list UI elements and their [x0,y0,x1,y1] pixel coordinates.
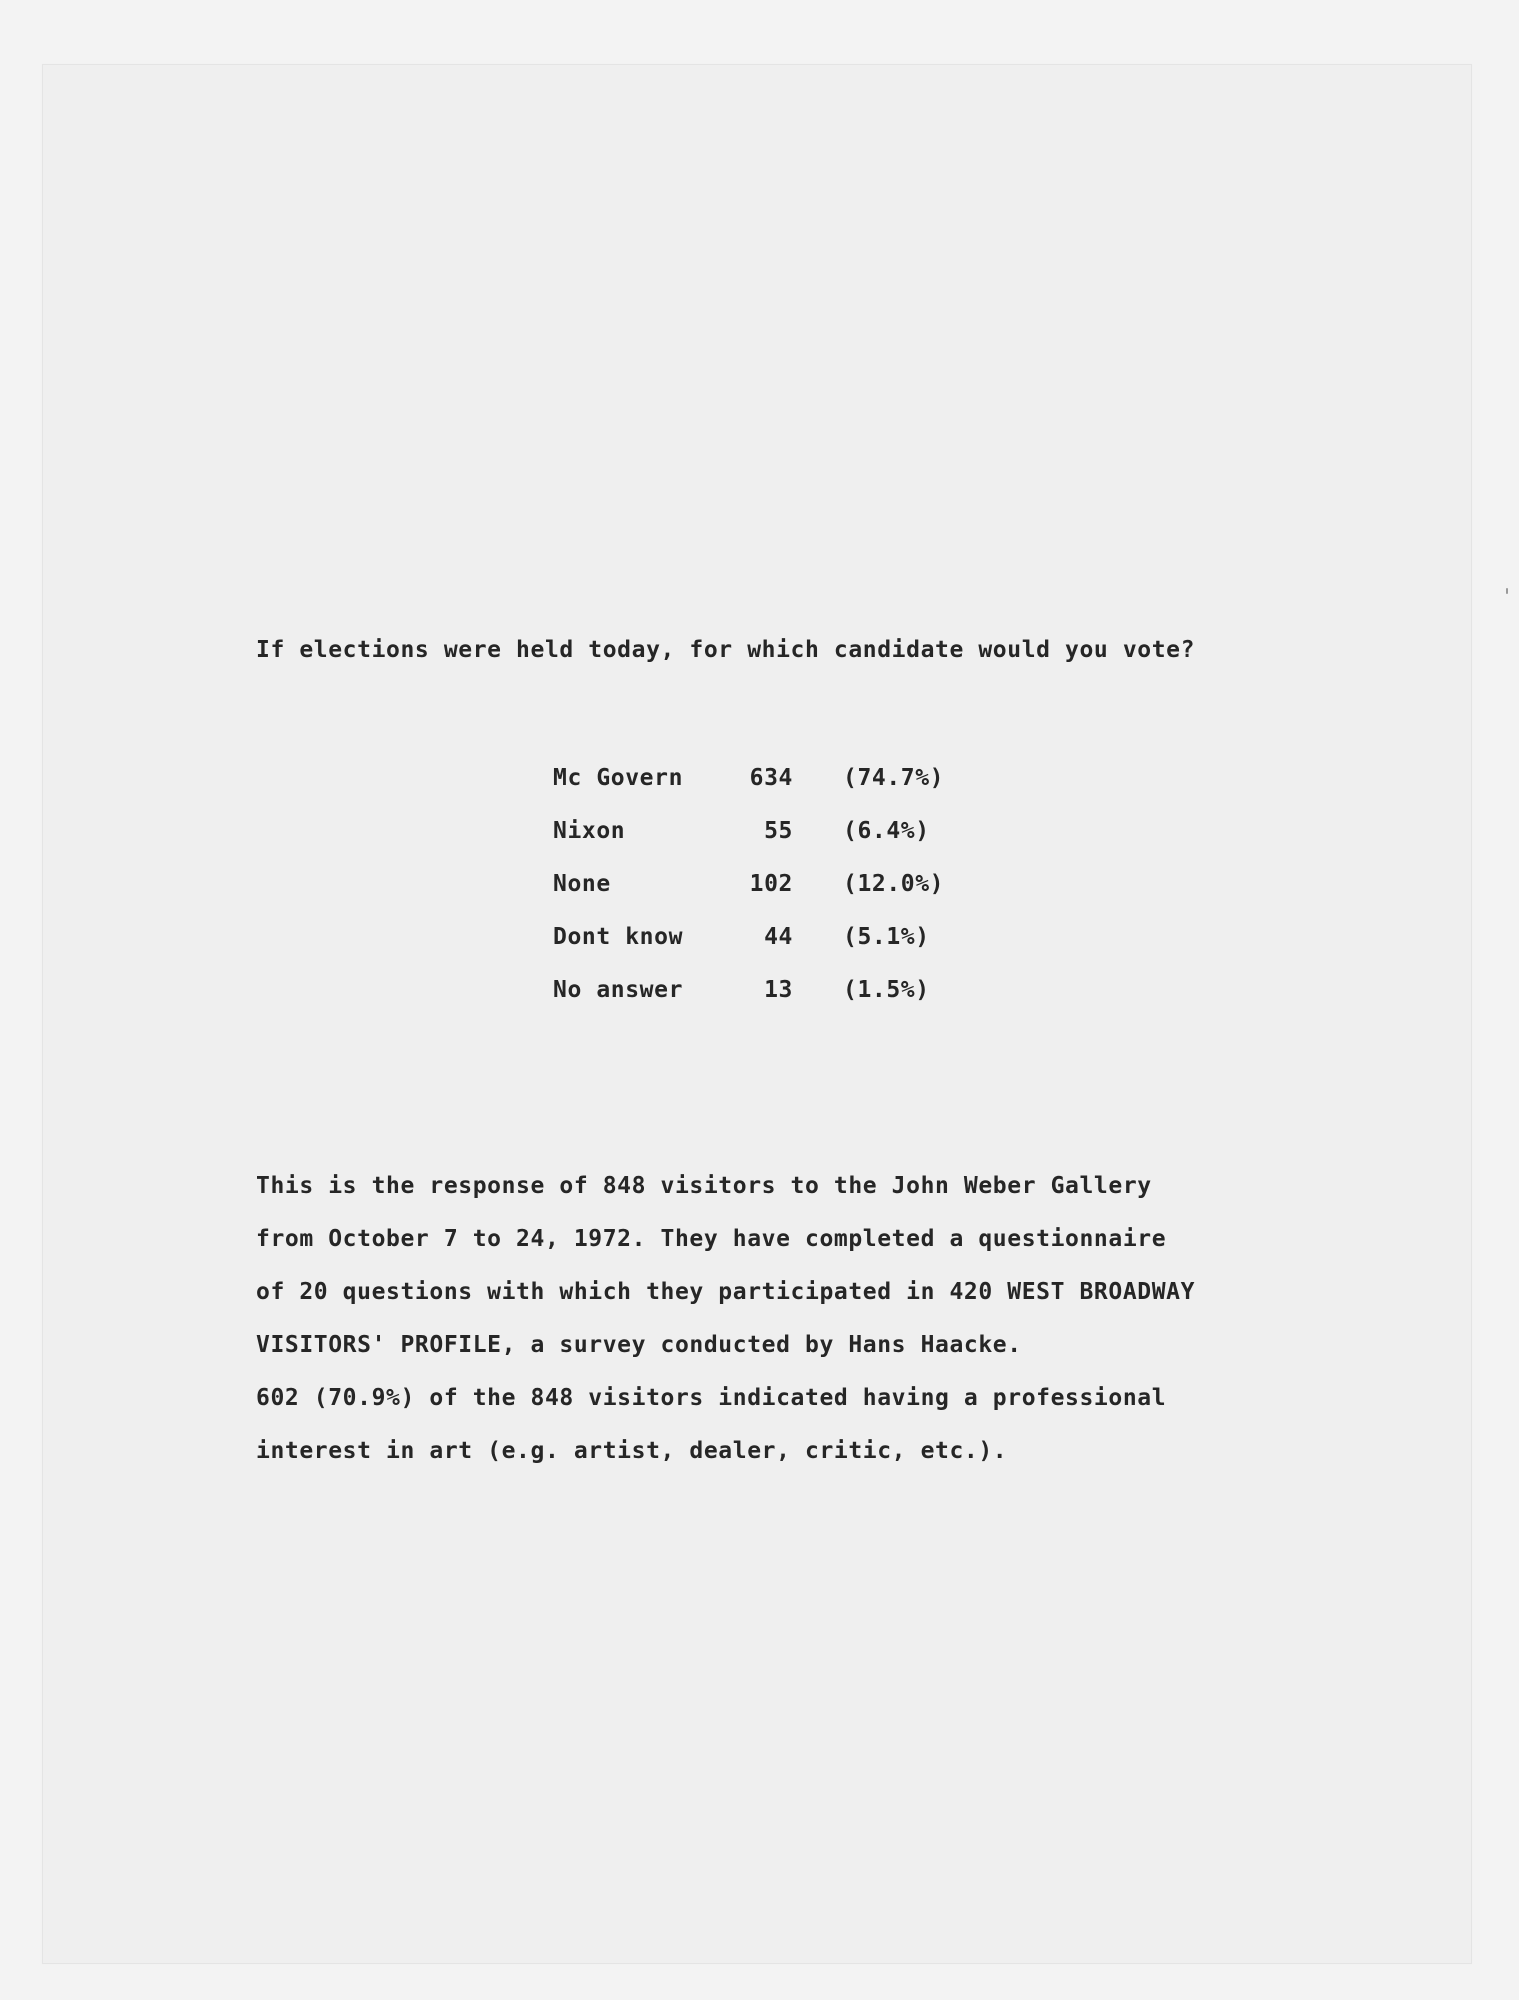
vote-count: 55 [764,818,793,844]
paragraph-line: This is the response of 848 visitors to the John Weber Gallery [256,1173,1152,1199]
candidate-name: Dont know [553,924,684,950]
paragraph-line: VISITORS' PROFILE, a survey conducted by Hans Haacke. [256,1332,1022,1358]
paragraph-line: interest in art (e.g. artist, dealer, critic, etc.). [256,1438,1008,1464]
vote-count: 102 [749,871,793,897]
survey-description [256,1173,1195,1491]
vote-count: 44 [764,924,793,950]
vote-count: 13 [764,977,793,1003]
candidate-name: No answer [553,977,684,1003]
vote-count: 634 [749,765,793,791]
paper-speck [1506,588,1508,594]
candidate-name: Nixon [553,818,626,844]
paper-sheet [42,64,1472,1964]
survey-question: If elections were held today, for which candidate would you vote? [256,637,1196,663]
candidate-name: Mc Govern [553,765,684,791]
vote-percent: (1.5%) [843,977,930,1003]
candidate-name: None [553,871,611,897]
vote-percent: (74.7%) [843,765,945,791]
paragraph-line: 602 (70.9%) of the 848 visitors indicated having a professional [256,1385,1167,1411]
paragraph-line: from October 7 to 24, 1972. They have completed a questionnaire [256,1226,1167,1252]
vote-percent: (5.1%) [843,924,930,950]
vote-percent: (12.0%) [843,871,945,897]
paragraph-line: of 20 questions with which they participated in 420 WEST BROADWAY [256,1279,1196,1305]
vote-percent: (6.4%) [843,818,930,844]
